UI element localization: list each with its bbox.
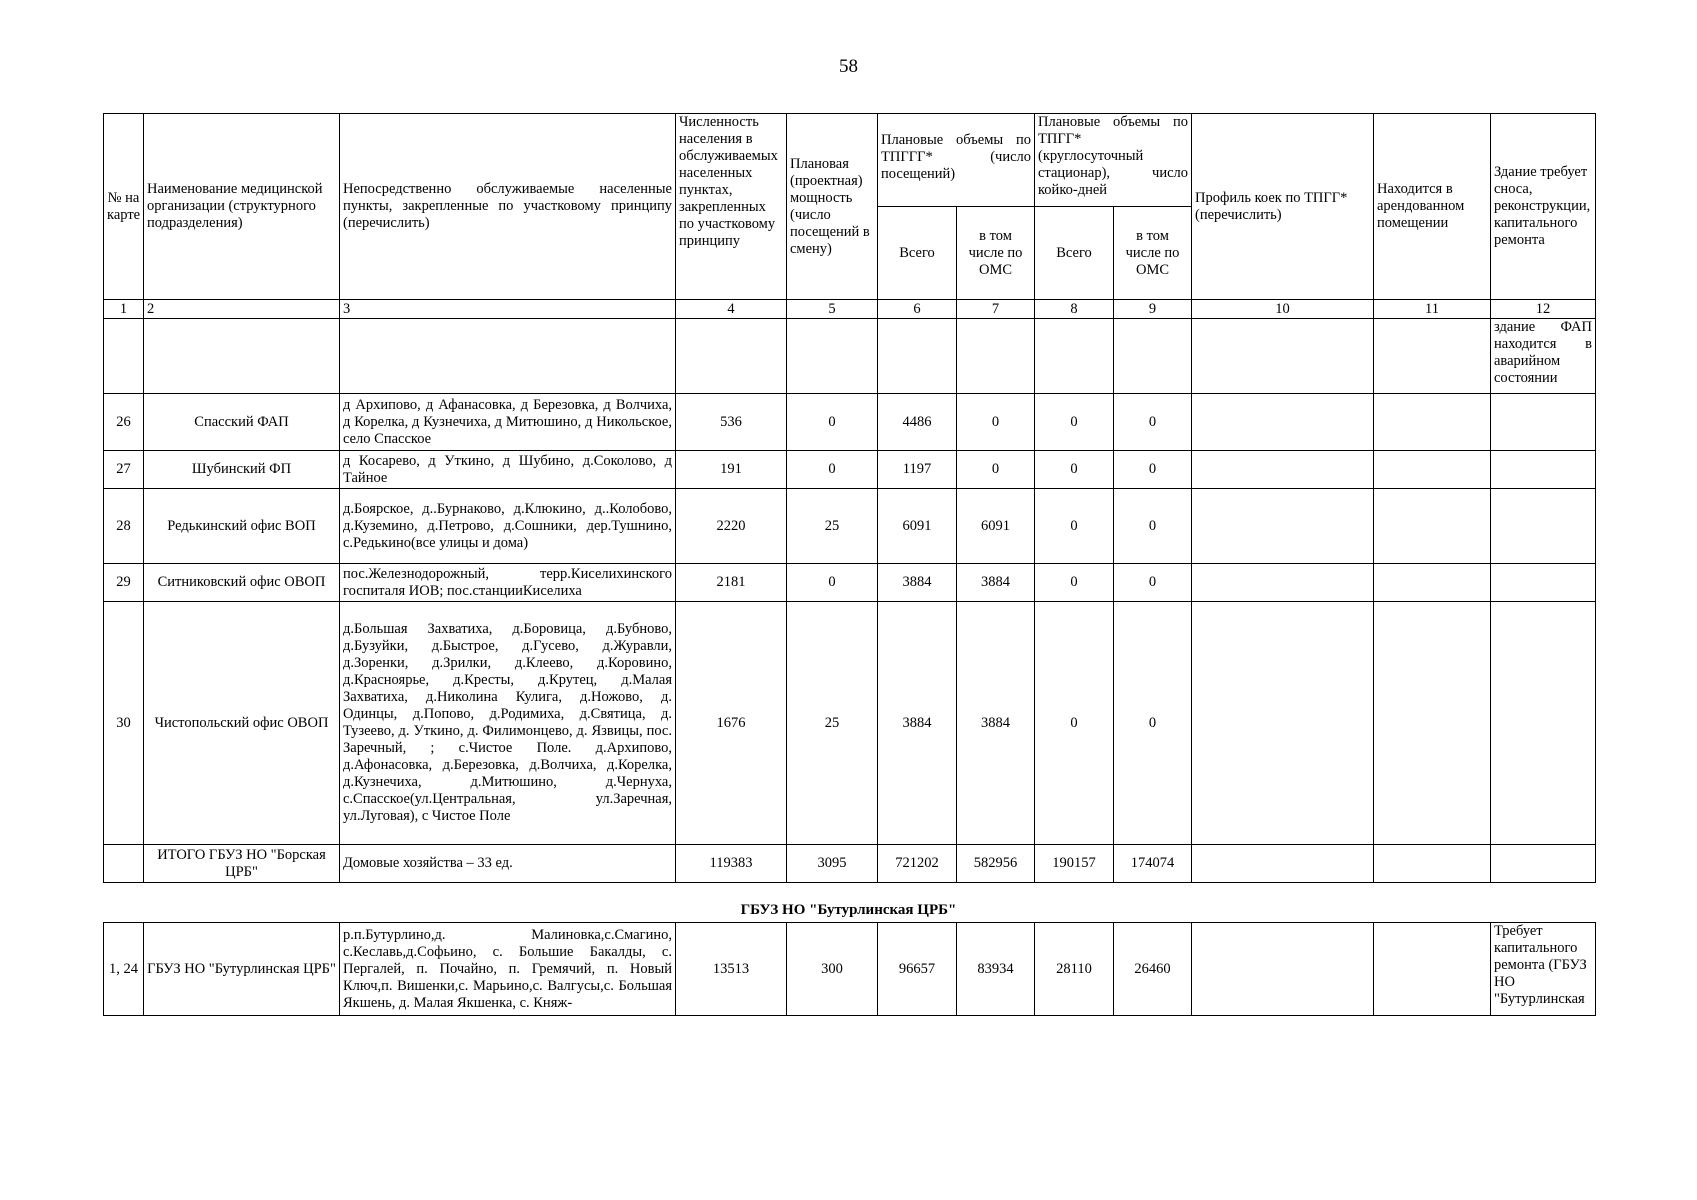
header-col-visits: Плановые объемы по ТПГГГ* (число посещений) xyxy=(878,114,1035,207)
visits-oms: 0 xyxy=(957,394,1035,451)
capacity: 0 xyxy=(787,451,878,489)
capacity: 0 xyxy=(787,394,878,451)
column-number: 1 xyxy=(104,300,144,319)
beds-total: 0 xyxy=(1035,564,1114,602)
population: 191 xyxy=(676,451,787,489)
header-col-capacity: Плановая (проектная) мощность (число посещений в смену) xyxy=(787,114,878,300)
column-number: 4 xyxy=(676,300,787,319)
visits-total: 3884 xyxy=(878,564,957,602)
total-population: 119383 xyxy=(676,845,787,883)
repair-note: Требует капитального ремонта (ГБУЗ НО "Бутурлинская xyxy=(1491,923,1596,1016)
beds-oms: 0 xyxy=(1114,489,1192,564)
beds-oms: 0 xyxy=(1114,394,1192,451)
header-col-bed-profile: Профиль коек по ТПГГ* (перечислить) xyxy=(1192,114,1374,300)
column-number: 10 xyxy=(1192,300,1374,319)
page-number: 58 xyxy=(839,56,858,77)
total-label: ИТОГО ГБУЗ НО "Борская ЦРБ" xyxy=(144,845,340,883)
population: 2220 xyxy=(676,489,787,564)
header-visits-total: Всего xyxy=(878,207,957,300)
population: 536 xyxy=(676,394,787,451)
visits-total: 3884 xyxy=(878,602,957,845)
row-number: 28 xyxy=(104,489,144,564)
header-col-population: Численность населения в обслуживаемых населенных пунктах, закрепленных по участковому принципу xyxy=(676,114,787,300)
table-row xyxy=(104,489,1596,564)
beds-total: 0 xyxy=(1035,394,1114,451)
main-table xyxy=(103,113,1596,883)
total-beds: 190157 xyxy=(1035,845,1114,883)
total-households: Домовые хозяйства – 33 ед. xyxy=(340,845,676,883)
row-number: 27 xyxy=(104,451,144,489)
row-number: 1, 24 xyxy=(104,923,144,1016)
capacity: 25 xyxy=(787,602,878,845)
column-number: 6 xyxy=(878,300,957,319)
table-row xyxy=(104,394,1596,451)
header-beds-total: Всего xyxy=(1035,207,1114,300)
population: 2181 xyxy=(676,564,787,602)
beds-total: 0 xyxy=(1035,451,1114,489)
served-points: р.п.Бутурлино,д. Малиновка,с.Смагино, с.Кеславь,д.Софьино, с. Большие Бакалды, с. Пергалей, п. Почайно, п. Гремячий, п. Новый Ключ,п. Вишенки,с. Марьино,с. Валгусы,с. Большая Якшень, д. Малая Якшенка, с. Княж- xyxy=(340,923,676,1016)
column-number: 3 xyxy=(340,300,676,319)
served-points: пос.Железнодорожный, терр.Киселихинского госпиталя ИОВ; пос.станцииКиселиха xyxy=(340,564,676,602)
visits-total: 1197 xyxy=(878,451,957,489)
header-beds-oms: в том числе по ОМС xyxy=(1114,207,1192,300)
column-number: 9 xyxy=(1114,300,1192,319)
served-points: д.Большая Захватиха, д.Боровица, д.Бубново, д.Бузуйки, д.Быстрое, д.Гусево, д.Журавли, д.Зоренки, д.Зрилки, д.Клеево, д.Коровино, д.Красноярье, д.Кресты, д.Крутец, д.Малая Захватиха, д.Николина Кулига, д.Ножово, д. Одинцы, д.Попово, д.Родимиха, д.Святица, д. Тузеево, д. Уткино, д. Филимонцево, д. Язвицы, пос. Заречный, ; с.Чистое Поле. д.Архипово, д.Афонасовка, д.Березовка, д.Волчиха, д.Корелка, д.Кузнечиха, д.Митюшино, д.Чернуха, с.Спасское(ул.Центральная, ул.Заречная, ул.Луговая), с Чистое Поле xyxy=(340,602,676,845)
org-name: Шубинский ФП xyxy=(144,451,340,489)
capacity: 0 xyxy=(787,564,878,602)
row-number: 30 xyxy=(104,602,144,845)
column-numbers-row xyxy=(104,300,1596,319)
population: 1676 xyxy=(676,602,787,845)
header-visits-oms: в том числе по ОМС xyxy=(957,207,1035,300)
beds-oms: 26460 xyxy=(1114,923,1192,1016)
beds-total: 28110 xyxy=(1035,923,1114,1016)
org-name: Спасский ФАП xyxy=(144,394,340,451)
capacity: 300 xyxy=(787,923,878,1016)
column-number: 7 xyxy=(957,300,1035,319)
continuation-row xyxy=(104,319,1596,394)
total-visits-oms: 582956 xyxy=(957,845,1035,883)
visits-oms: 0 xyxy=(957,451,1035,489)
row-number: 29 xyxy=(104,564,144,602)
table-row xyxy=(104,451,1596,489)
beds-oms: 0 xyxy=(1114,451,1192,489)
visits-total: 4486 xyxy=(878,394,957,451)
visits-oms: 83934 xyxy=(957,923,1035,1016)
org-name: Чистопольский офис ОВОП xyxy=(144,602,340,845)
second-table xyxy=(103,922,1596,1016)
total-row xyxy=(104,845,1596,883)
capacity: 25 xyxy=(787,489,878,564)
visits-oms: 3884 xyxy=(957,602,1035,845)
org-name: Редькинский офис ВОП xyxy=(144,489,340,564)
demolition-note: здание ФАП находится в аварийном состоянии xyxy=(1491,319,1596,394)
table-row xyxy=(104,923,1596,1016)
header-col-rented: Находится в арендованном помещении xyxy=(1374,114,1491,300)
total-capacity: 3095 xyxy=(787,845,878,883)
population: 13513 xyxy=(676,923,787,1016)
table-row xyxy=(104,564,1596,602)
column-number: 11 xyxy=(1374,300,1491,319)
beds-total: 0 xyxy=(1035,602,1114,845)
header-col-beds: Плановые объемы по ТПГГ* (круглосуточный стационар), число койко-дней xyxy=(1035,114,1192,207)
visits-oms: 3884 xyxy=(957,564,1035,602)
section-title: ГБУЗ НО "Бутурлинская ЦРБ" xyxy=(740,902,957,918)
served-points: д.Боярское, д..Бурнаково, д.Клюкино, д..Колобово, д.Куземино, д.Петрово, д.Сошники, дер.Тушнино, с.Редькино(все улицы и дома) xyxy=(340,489,676,564)
visits-total: 6091 xyxy=(878,489,957,564)
org-name: Ситниковский офис ОВОП xyxy=(144,564,340,602)
beds-oms: 0 xyxy=(1114,564,1192,602)
table-row xyxy=(104,602,1596,845)
served-points: д Косарево, д Уткино, д Шубино, д.Соколово, д Тайное xyxy=(340,451,676,489)
visits-oms: 6091 xyxy=(957,489,1035,564)
header-col-number: № на карте xyxy=(104,114,144,300)
beds-oms: 0 xyxy=(1114,602,1192,845)
total-visits: 721202 xyxy=(878,845,957,883)
visits-total: 96657 xyxy=(878,923,957,1016)
row-number: 26 xyxy=(104,394,144,451)
org-name: ГБУЗ НО "Бутурлинская ЦРБ" xyxy=(144,923,340,1016)
header-col-name: Наименование медицинской организации (структурного подразделения) xyxy=(144,114,340,300)
served-points: д Архипово, д Афанасовка, д Березовка, д Волчиха, д Корелка, д Кузнечиха, д Митюшино, д Никольское, село Спасское xyxy=(340,394,676,451)
column-number: 5 xyxy=(787,300,878,319)
header-col-points: Непосредственно обслуживаемые населенные пункты, закрепленные по участковому принципу (перечислить) xyxy=(340,114,676,300)
beds-total: 0 xyxy=(1035,489,1114,564)
header-col-reconstruction: Здание требует сноса, реконструкции, капитального ремонта xyxy=(1491,114,1596,300)
total-beds-oms: 174074 xyxy=(1114,845,1192,883)
column-number: 2 xyxy=(144,300,340,319)
column-number: 8 xyxy=(1035,300,1114,319)
column-number: 12 xyxy=(1491,300,1596,319)
